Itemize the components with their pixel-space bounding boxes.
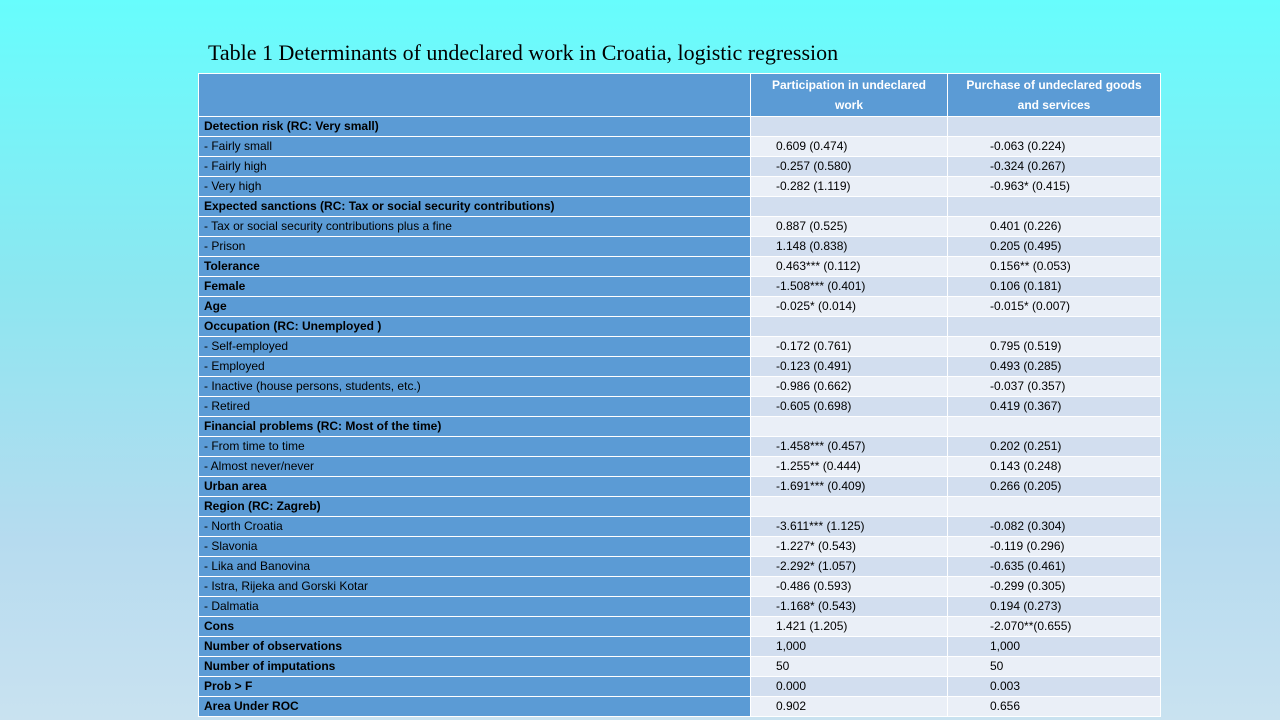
header-purchase: Purchase of undeclared goods and services (948, 74, 1161, 117)
row-label: - Lika and Banovina (199, 557, 751, 577)
table-row (199, 557, 1161, 577)
participation-value: -0.123 (0.491) (751, 357, 948, 377)
participation-value: 1,000 (751, 637, 948, 657)
row-label: - Employed (199, 357, 751, 377)
purchase-value: 0.003 (948, 677, 1161, 697)
purchase-value: 0.493 (0.285) (948, 357, 1161, 377)
table-row (199, 137, 1161, 157)
row-label: Detection risk (RC: Very small) (199, 117, 751, 137)
table-row (199, 617, 1161, 637)
row-label: Number of imputations (199, 657, 751, 677)
purchase-value: 0.205 (0.495) (948, 237, 1161, 257)
purchase-value: -0.119 (0.296) (948, 537, 1161, 557)
participation-value: -0.282 (1.119) (751, 177, 948, 197)
table-row (199, 237, 1161, 257)
table-row (199, 577, 1161, 597)
participation-value: -0.257 (0.580) (751, 157, 948, 177)
purchase-value: 0.194 (0.273) (948, 597, 1161, 617)
participation-value (751, 497, 948, 517)
participation-value: 0.887 (0.525) (751, 217, 948, 237)
row-label: - From time to time (199, 437, 751, 457)
participation-value: 0.463*** (0.112) (751, 257, 948, 277)
participation-value: -0.986 (0.662) (751, 377, 948, 397)
participation-value: -1.227* (0.543) (751, 537, 948, 557)
row-label: - Fairly small (199, 137, 751, 157)
participation-value (751, 417, 948, 437)
table-row (199, 697, 1161, 717)
table-row (199, 537, 1161, 557)
header-row (199, 74, 1161, 117)
purchase-value: 0.143 (0.248) (948, 457, 1161, 477)
purchase-value: 0.419 (0.367) (948, 397, 1161, 417)
row-label: - Prison (199, 237, 751, 257)
participation-value: 1.148 (0.838) (751, 237, 948, 257)
table-row (199, 257, 1161, 277)
row-label: Expected sanctions (RC: Tax or social security contributions) (199, 197, 751, 217)
participation-value: 0.902 (751, 697, 948, 717)
row-label: - Tax or social security contributions plus a fine (199, 217, 751, 237)
purchase-value: 1,000 (948, 637, 1161, 657)
table-row (199, 517, 1161, 537)
table-row (199, 377, 1161, 397)
table-row (199, 217, 1161, 237)
purchase-value: 0.202 (0.251) (948, 437, 1161, 457)
participation-value: -0.605 (0.698) (751, 397, 948, 417)
purchase-value: -0.015* (0.007) (948, 297, 1161, 317)
purchase-value: 0.156** (0.053) (948, 257, 1161, 277)
purchase-value: 0.401 (0.226) (948, 217, 1161, 237)
purchase-value (948, 497, 1161, 517)
purchase-value: -0.082 (0.304) (948, 517, 1161, 537)
row-label: Number of observations (199, 637, 751, 657)
participation-value: -0.025* (0.014) (751, 297, 948, 317)
table-row (199, 157, 1161, 177)
purchase-value: -0.635 (0.461) (948, 557, 1161, 577)
row-label: - Very high (199, 177, 751, 197)
row-label: Area Under ROC (199, 697, 751, 717)
participation-value: 1.421 (1.205) (751, 617, 948, 637)
table-row (199, 357, 1161, 377)
participation-value: 0.609 (0.474) (751, 137, 948, 157)
table-row (199, 497, 1161, 517)
row-label: Age (199, 297, 751, 317)
regression-table (198, 73, 1161, 717)
row-label: Cons (199, 617, 751, 637)
table-row (199, 457, 1161, 477)
table-row (199, 637, 1161, 657)
participation-value: 50 (751, 657, 948, 677)
table-row (199, 437, 1161, 457)
participation-value: -0.486 (0.593) (751, 577, 948, 597)
purchase-value (948, 117, 1161, 137)
table-row (199, 337, 1161, 357)
participation-value (751, 117, 948, 137)
purchase-value: 0.266 (0.205) (948, 477, 1161, 497)
participation-value: -0.172 (0.761) (751, 337, 948, 357)
participation-value: -3.611*** (1.125) (751, 517, 948, 537)
purchase-value: 0.656 (948, 697, 1161, 717)
table-row (199, 297, 1161, 317)
participation-value: -2.292* (1.057) (751, 557, 948, 577)
header-participation: Participation in undeclared work (751, 74, 948, 117)
purchase-value: 0.106 (0.181) (948, 277, 1161, 297)
row-label: - Almost never/never (199, 457, 751, 477)
participation-value: -1.458*** (0.457) (751, 437, 948, 457)
row-label: Female (199, 277, 751, 297)
table-row (199, 597, 1161, 617)
table-row (199, 417, 1161, 437)
purchase-value: -2.070**(0.655) (948, 617, 1161, 637)
purchase-value: 0.795 (0.519) (948, 337, 1161, 357)
row-label: Prob > F (199, 677, 751, 697)
participation-value (751, 317, 948, 337)
purchase-value: -0.063 (0.224) (948, 137, 1161, 157)
row-label: Region (RC: Zagreb) (199, 497, 751, 517)
table-row (199, 277, 1161, 297)
purchase-value (948, 197, 1161, 217)
row-label: Urban area (199, 477, 751, 497)
purchase-value: -0.299 (0.305) (948, 577, 1161, 597)
participation-value (751, 197, 948, 217)
row-label: - Self-employed (199, 337, 751, 357)
table-row (199, 477, 1161, 497)
row-label: Tolerance (199, 257, 751, 277)
row-label: - North Croatia (199, 517, 751, 537)
purchase-value: -0.963* (0.415) (948, 177, 1161, 197)
purchase-value: -0.037 (0.357) (948, 377, 1161, 397)
table-row (199, 197, 1161, 217)
participation-value: -1.508*** (0.401) (751, 277, 948, 297)
row-label: - Fairly high (199, 157, 751, 177)
table-row (199, 117, 1161, 137)
purchase-value (948, 317, 1161, 337)
table-row (199, 317, 1161, 337)
table-title: Table 1 Determinants of undeclared work in Croatia, logistic regression (208, 40, 839, 65)
row-label: - Dalmatia (199, 597, 751, 617)
participation-value: -1.691*** (0.409) (751, 477, 948, 497)
purchase-value: 50 (948, 657, 1161, 677)
purchase-value: -0.324 (0.267) (948, 157, 1161, 177)
header-variable (199, 74, 751, 117)
row-label: Financial problems (RC: Most of the time) (199, 417, 751, 437)
row-label: - Slavonia (199, 537, 751, 557)
table-row (199, 177, 1161, 197)
table-row (199, 677, 1161, 697)
row-label: - Inactive (house persons, students, etc.) (199, 377, 751, 397)
row-label: - Retired (199, 397, 751, 417)
row-label: Occupation (RC: Unemployed ) (199, 317, 751, 337)
purchase-value (948, 417, 1161, 437)
table-row (199, 657, 1161, 677)
participation-value: -1.168* (0.543) (751, 597, 948, 617)
participation-value: -1.255** (0.444) (751, 457, 948, 477)
table-row (199, 397, 1161, 417)
participation-value: 0.000 (751, 677, 948, 697)
row-label: - Istra, Rijeka and Gorski Kotar (199, 577, 751, 597)
